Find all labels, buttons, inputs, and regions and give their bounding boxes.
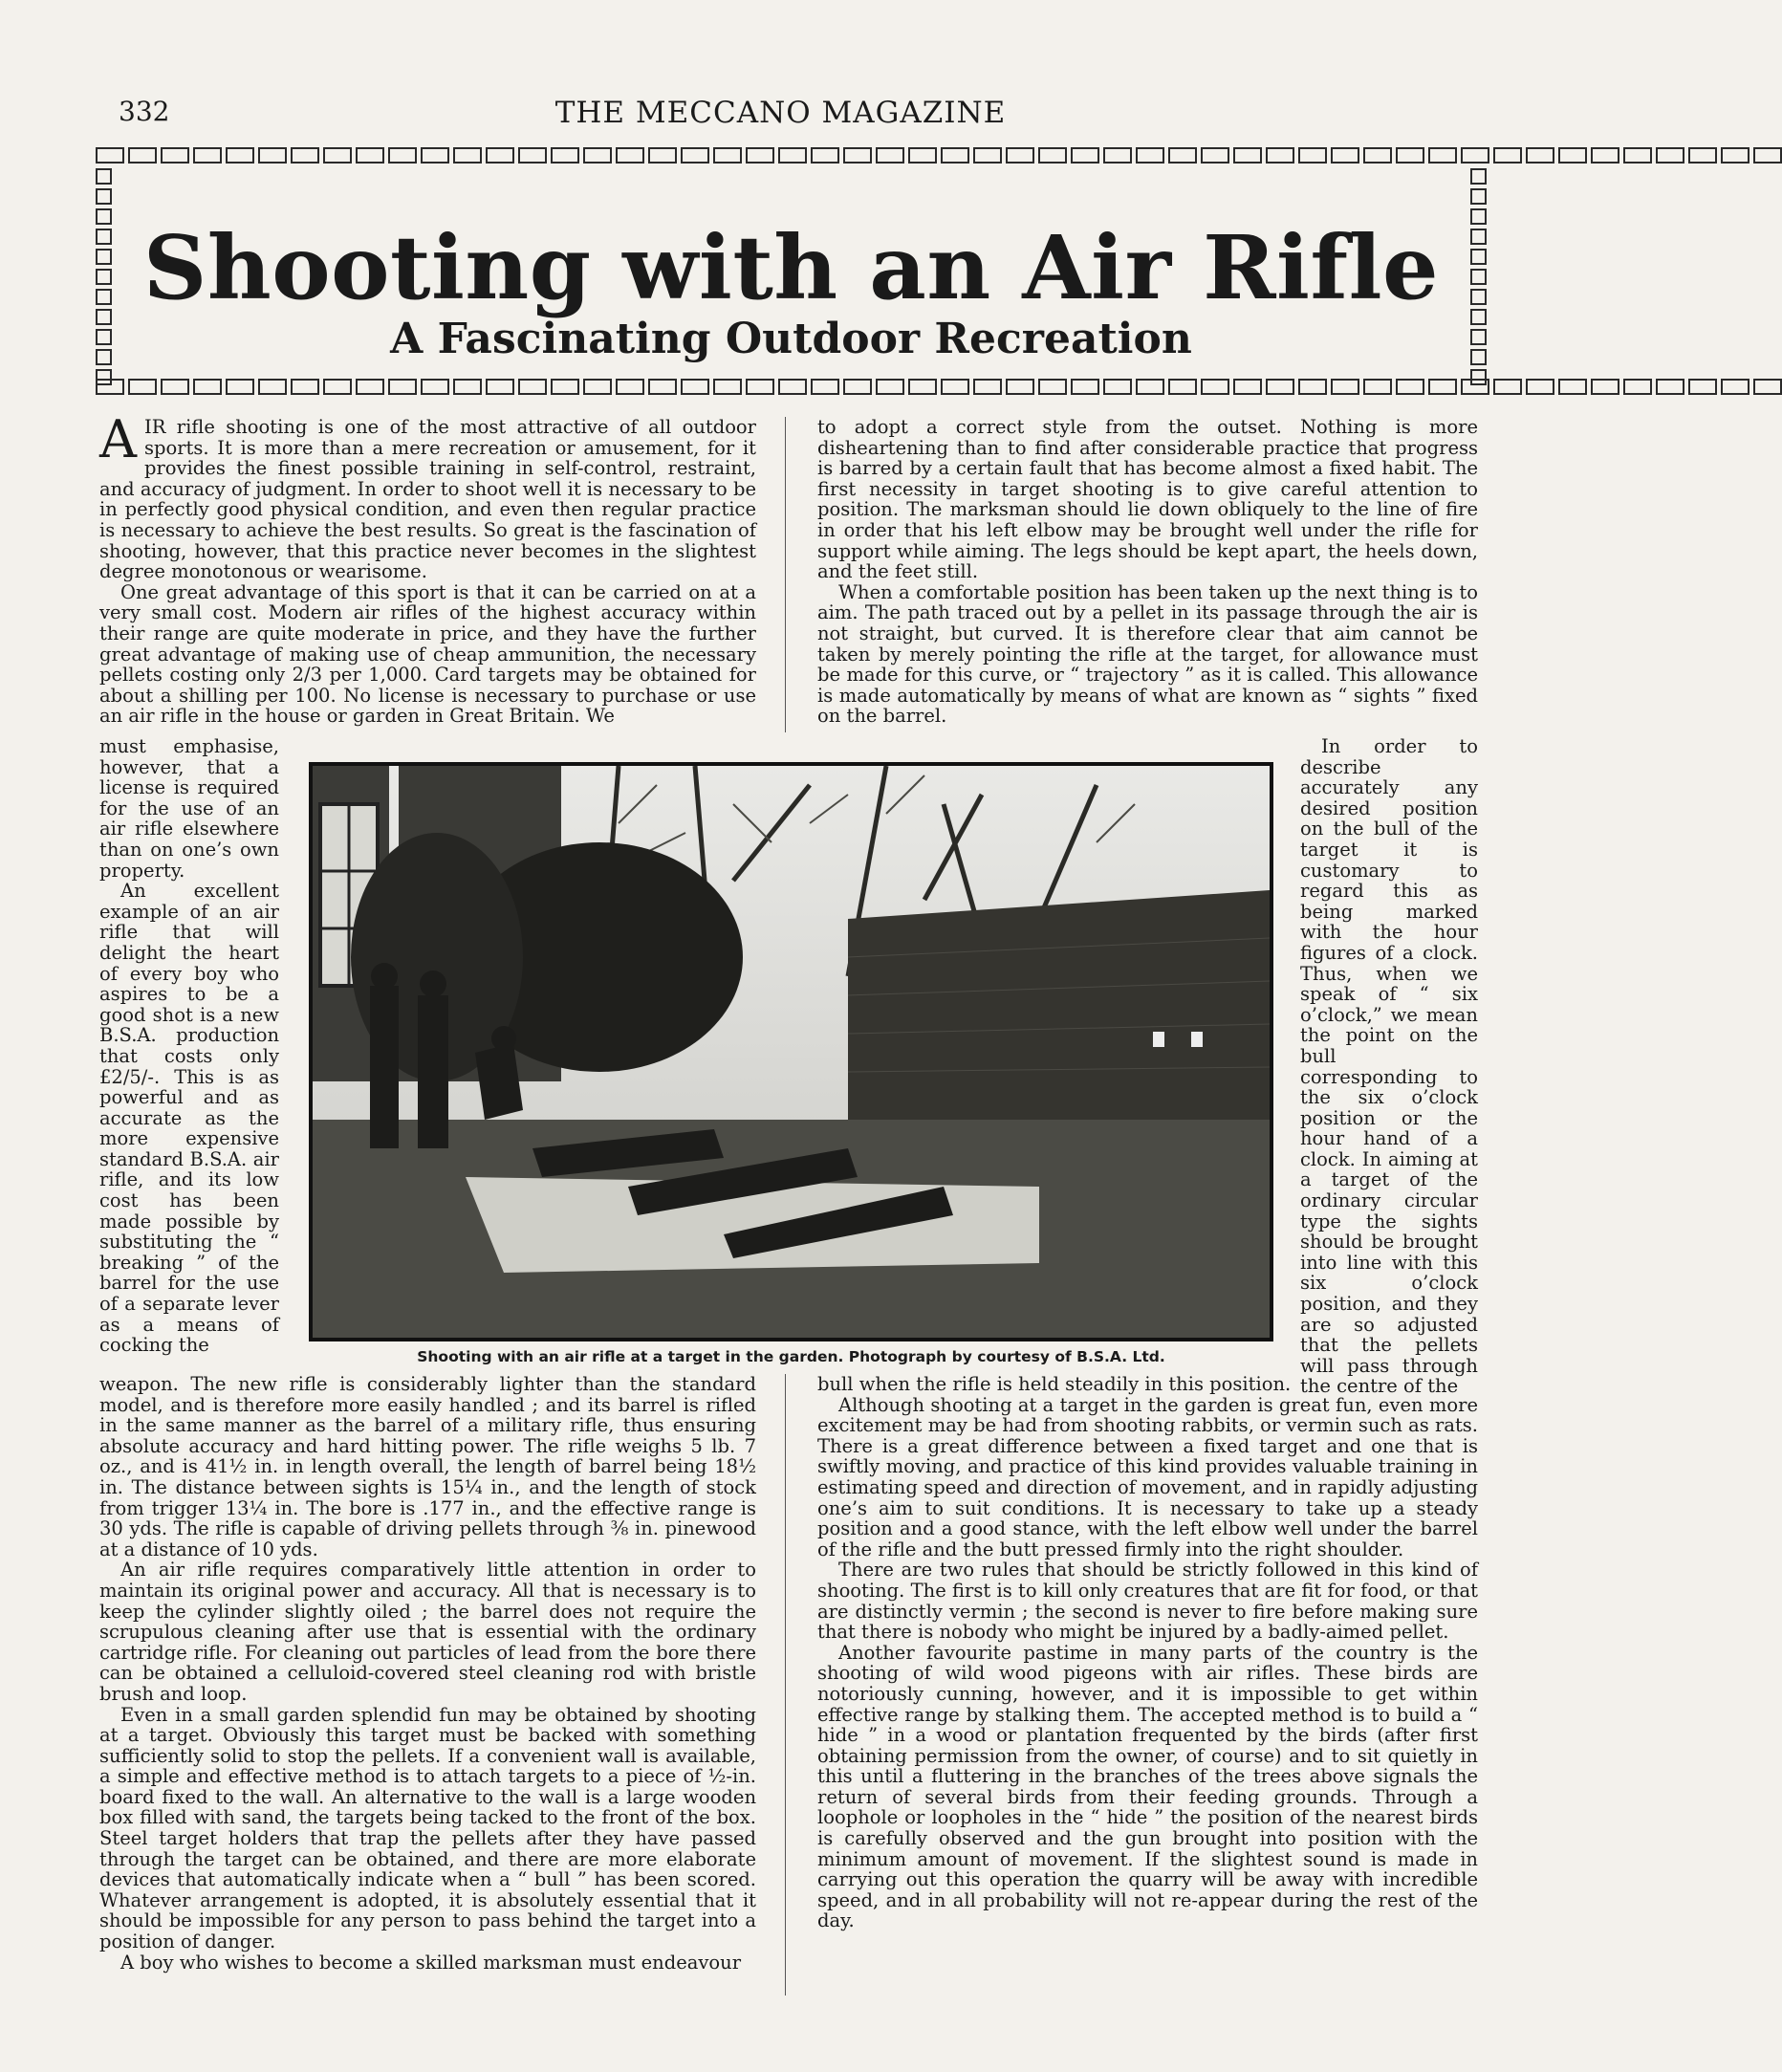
border-square bbox=[1331, 147, 1359, 164]
border-square bbox=[1006, 379, 1034, 395]
border-square bbox=[1201, 379, 1229, 395]
column-divider bbox=[785, 1374, 786, 1996]
border-square bbox=[128, 379, 157, 395]
border-square bbox=[1470, 369, 1487, 385]
border-square bbox=[1396, 379, 1424, 395]
border-square bbox=[1688, 147, 1717, 164]
border-square bbox=[1470, 168, 1487, 185]
border-square bbox=[1493, 379, 1522, 395]
decorative-border-bottom bbox=[96, 379, 1487, 395]
border-square bbox=[1623, 147, 1652, 164]
border-square bbox=[1656, 147, 1684, 164]
border-square bbox=[1201, 147, 1229, 164]
border-square bbox=[486, 147, 514, 164]
border-square bbox=[616, 379, 644, 395]
border-square bbox=[96, 208, 112, 225]
border-square bbox=[1558, 379, 1587, 395]
border-square bbox=[1006, 147, 1034, 164]
border-square bbox=[1266, 379, 1294, 395]
border-square bbox=[1331, 379, 1359, 395]
photograph bbox=[309, 762, 1273, 1341]
paragraph: A boy who wishes to become a skilled marksman must endeavour bbox=[120, 1951, 742, 1974]
border-square bbox=[713, 147, 742, 164]
border-square bbox=[1470, 208, 1487, 225]
border-square bbox=[518, 147, 547, 164]
border-square bbox=[1591, 147, 1619, 164]
border-square bbox=[1233, 379, 1262, 395]
border-square bbox=[323, 379, 352, 395]
border-square bbox=[421, 379, 449, 395]
border-square bbox=[1168, 147, 1197, 164]
border-square bbox=[941, 379, 969, 395]
border-square bbox=[1688, 379, 1717, 395]
border-square bbox=[681, 379, 709, 395]
paragraph: bull when the rifle is held steadily in this position. bbox=[817, 1373, 1292, 1395]
border-square bbox=[1526, 379, 1554, 395]
border-square bbox=[551, 379, 579, 395]
border-square bbox=[1428, 379, 1457, 395]
border-square bbox=[388, 379, 417, 395]
border-square bbox=[1103, 379, 1132, 395]
border-square bbox=[746, 379, 774, 395]
border-square bbox=[96, 369, 112, 385]
border-square bbox=[291, 379, 319, 395]
border-square bbox=[941, 147, 969, 164]
border-square bbox=[778, 379, 807, 395]
border-square bbox=[648, 147, 677, 164]
border-square bbox=[193, 379, 222, 395]
drop-cap: A bbox=[99, 409, 137, 469]
border-square bbox=[1136, 147, 1164, 164]
border-square bbox=[1721, 147, 1749, 164]
border-square bbox=[291, 147, 319, 164]
border-square bbox=[1591, 379, 1619, 395]
border-square bbox=[973, 147, 1002, 164]
border-square bbox=[811, 379, 839, 395]
paragraph: Although shooting at a target in the garden is great fun, even more excitement may be had from shooting rabbits, or vermin such as rats. There is a great difference between a fixed target and one that is swiftly moving, and practice of this kind provides valuable training in estimating speed and direction of movement, and in rapidly adjusting one’s aim to suit conditions. It is necessary to take up a steady position and a good stance, with the left elbow well under the barrel of the rifle and the butt pressed firmly into the right shoulder. bbox=[817, 1393, 1478, 1560]
garden-shooting-photo bbox=[313, 766, 1270, 1338]
border-square bbox=[1428, 147, 1457, 164]
decorative-border-top bbox=[96, 147, 1487, 164]
paragraph: IR rifle shooting is one of the most attractive of all outdoor sports. It is more than a mere recreation or amusement, for it provides the finest possible training in self-control, restraint, and accuracy of judgment. In order to shoot well it is necessary to be in perfectly good physical condition, and even then regular practice is necessary to achieve the best results. So great is the fascination of shooting, however, that this practice never becomes in the slightest degree monotonous or wearisome. bbox=[99, 416, 756, 583]
photo-caption: Shooting with an air rifle at a target in the garden. Photograph by courtesy of B.S.A. Ltd. bbox=[417, 1348, 1165, 1365]
border-square bbox=[226, 147, 254, 164]
border-square bbox=[161, 147, 189, 164]
border-square bbox=[258, 147, 287, 164]
column-right-narrow bbox=[1300, 735, 1478, 1398]
border-square bbox=[1136, 379, 1164, 395]
border-square bbox=[1623, 379, 1652, 395]
border-square bbox=[843, 147, 872, 164]
border-square bbox=[583, 379, 612, 395]
paragraph: An air rifle requires comparatively little attention in order to maintain its original power and accuracy. All that is necessary is to keep the cylinder slightly oiled ; the barrel does not require the scrupulous cleaning after use that is essential with the ordinary cartridge rifle. For cleaning out particles of lead from the bore there can be obtained a celluloid-covered steel cleaning rod with bristle brush and loop. bbox=[99, 1559, 756, 1705]
article-title: Shooting with an Air Rifle bbox=[142, 216, 1440, 319]
border-square bbox=[518, 379, 547, 395]
page-number: 332 bbox=[119, 96, 170, 127]
border-square bbox=[1071, 379, 1099, 395]
border-square bbox=[876, 379, 904, 395]
border-square bbox=[323, 147, 352, 164]
border-square bbox=[96, 147, 124, 164]
article-subtitle: A Fascinating Outdoor Recreation bbox=[390, 315, 1192, 363]
column-divider bbox=[785, 417, 786, 732]
border-square bbox=[1470, 188, 1487, 205]
border-square bbox=[161, 379, 189, 395]
border-square bbox=[1461, 147, 1489, 164]
border-square bbox=[96, 188, 112, 205]
border-square bbox=[1266, 147, 1294, 164]
border-square bbox=[551, 147, 579, 164]
paragraph: Even in a small garden splendid fun may be obtained by shooting at a target. Obviously this target must be backed with something sufficiently solid to stop the pellets. If a convenient wall is available, a simple and effective method is to attach targets to a piece of ½-in. board fixed to the wall. An alternative to the wall is a large wooden box filled with sand, the targets being tacked to the front of the box. Steel target holders that trap the pellets after they have passed through the target can be obtained, and there are more elaborate devices that automatically indicate when a “ bull ” has been scored. Whatever arrangement is adopted, it is absolutely essential that it should be impossible for any person to pass behind the target into a position of danger. bbox=[99, 1703, 756, 1953]
paragraph: There are two rules that should be strictly followed in this kind of shooting. The first is to kill only creatures that are fit for food, or that are distinctly vermin ; the second is never to fire before making sure that there is nobody who might be injured by a badly-aimed pellet. bbox=[817, 1559, 1478, 1644]
border-square bbox=[453, 147, 482, 164]
border-square bbox=[1526, 147, 1554, 164]
border-square bbox=[681, 147, 709, 164]
border-square bbox=[811, 147, 839, 164]
border-square bbox=[1493, 147, 1522, 164]
border-square bbox=[616, 147, 644, 164]
border-square bbox=[1558, 147, 1587, 164]
column-left-bottom bbox=[99, 1374, 756, 1996]
border-square bbox=[1363, 147, 1392, 164]
border-square bbox=[908, 379, 937, 395]
border-square bbox=[746, 147, 774, 164]
border-square bbox=[356, 379, 384, 395]
paragraph: In order to describe accurately any desired position on the bull of the target it is customary to regard this as being marked with the hour figures of a clock. Thus, when we speak of “ six o’clock,” we mean the point on the bull corresponding to the six o’clock position or the hour hand of a clock. In aiming at a target of the ordinary circular type the sights should be brought into line with this six o’clock position, and they are so adjusted that the pellets will pass through the centre of the bbox=[1300, 735, 1478, 1398]
border-square bbox=[843, 379, 872, 395]
border-square bbox=[1656, 379, 1684, 395]
border-square bbox=[1233, 147, 1262, 164]
border-square bbox=[1071, 147, 1099, 164]
border-square bbox=[96, 168, 112, 185]
border-square bbox=[908, 147, 937, 164]
border-square bbox=[583, 147, 612, 164]
border-square bbox=[1753, 147, 1782, 164]
paragraph: Another favourite pastime in many parts of the country is the shooting of wild wood pigeons with air rifles. These birds are notoriously cunning, however, and it is impossible to get within effective range by stalking them. The accepted method is to build a “ hide ” in a wood or plantation frequented by the birds (after first obtaining permission from the owner, of course) and to sit quietly in this until a fluttering in the branches of the trees above signals the return of several birds from their feeding grounds. Through a loophole or loopholes in the “ hide ” the position of the nearest birds is carefully observed and the gun brought into position with the minimum amount of movement. If the slightest sound is made in carrying out this operation the quarry will be away with incredible speed, and in all probability will not re-appear during the rest of the day. bbox=[817, 1641, 1478, 1932]
border-square bbox=[453, 379, 482, 395]
paragraph: weapon. The new rifle is considerably lighter than the standard model, and is therefore more easily handled ; and its barrel is rifled in the same manner as the barrel of a military rifle, thus ensuring absolute accuracy and hard hitting power. The rifle weighs 5 lb. 7 oz., and is 41½ in. in length overall, the length of barrel being 18½ in. The distance between sights is 15¼ in., and the length of stock from trigger 13¼ in. The bore is .177 in., and the effective range is 30 yds. The rifle is capable of driving pellets through ⅜ in. pinewood at a distance of 10 yds. bbox=[99, 1373, 756, 1560]
border-square bbox=[1038, 147, 1067, 164]
border-square bbox=[1298, 379, 1327, 395]
paragraph: must emphasise, however, that a license is required for the use of an air rifle elsewhere than on one’s own property. bbox=[99, 735, 279, 882]
column-left-narrow bbox=[99, 736, 279, 1374]
border-square bbox=[226, 379, 254, 395]
paragraph: One great advantage of this sport is that it can be carried on at a very small cost. Modern air rifles of the highest accuracy within their range are quite moderate in price, and they have the further great advantage of making use of cheap ammunition, the necessary pellets costing only 2/3 per 1,000. Card targets may be obtained for about a shilling per 100. No license is necessary to purchase or use an air rifle in the house or garden in Great Britain. We bbox=[99, 580, 756, 728]
border-square bbox=[713, 379, 742, 395]
border-square bbox=[876, 147, 904, 164]
border-square bbox=[1721, 379, 1749, 395]
border-square bbox=[1396, 147, 1424, 164]
border-square bbox=[1038, 379, 1067, 395]
magazine-title: THE MECCANO MAGAZINE bbox=[554, 96, 1007, 130]
running-header bbox=[0, 96, 1561, 134]
border-square bbox=[648, 379, 677, 395]
border-square bbox=[258, 379, 287, 395]
border-square bbox=[128, 147, 157, 164]
border-square bbox=[193, 147, 222, 164]
column-right-bottom bbox=[817, 1374, 1478, 1996]
border-square bbox=[778, 147, 807, 164]
border-square bbox=[973, 379, 1002, 395]
border-square bbox=[1363, 379, 1392, 395]
paragraph: When a comfortable position has been taken up the next thing is to aim. The path traced out by a pellet in its passage through the air is not straight, but curved. It is therefore clear that aim cannot be taken by merely pointing the rifle at the target, for allowance must be made for this curve, or “ trajectory ” as it is called. This allowance is made automatically by means of what are known as “ sights ” fixed on the barrel. bbox=[817, 580, 1478, 728]
border-square bbox=[388, 147, 417, 164]
border-square bbox=[421, 147, 449, 164]
border-square bbox=[356, 147, 384, 164]
border-square bbox=[1168, 379, 1197, 395]
column-left-top bbox=[99, 409, 756, 736]
title-box bbox=[96, 147, 1487, 395]
border-square bbox=[1298, 147, 1327, 164]
border-square bbox=[1103, 147, 1132, 164]
column-right-top bbox=[817, 417, 1478, 736]
paragraph: to adopt a correct style from the outset. Nothing is more disheartening than to find after considerable practice that progress is barred by a certain fault that has become almost a fixed habit. The first necessity in target shooting is to give careful attention to position. The marksman should lie down obliquely to the line of fire in order that his left elbow may be brought well under the rifle for support while aiming. The legs should be kept apart, the heels down, and the feet still. bbox=[817, 416, 1478, 583]
paragraph: An excellent example of an air rifle that will delight the heart of every boy who aspires to be a good shot is a new B.S.A. production that costs only £2/5/-. This is as powerful and as accurate as the more expensive standard B.S.A. air rifle, and its low cost has been made possible by substituting the “ breaking ” of the barrel for the use of a separate lever as a means of cocking the bbox=[99, 880, 279, 1357]
border-square bbox=[486, 379, 514, 395]
border-square bbox=[1753, 379, 1782, 395]
